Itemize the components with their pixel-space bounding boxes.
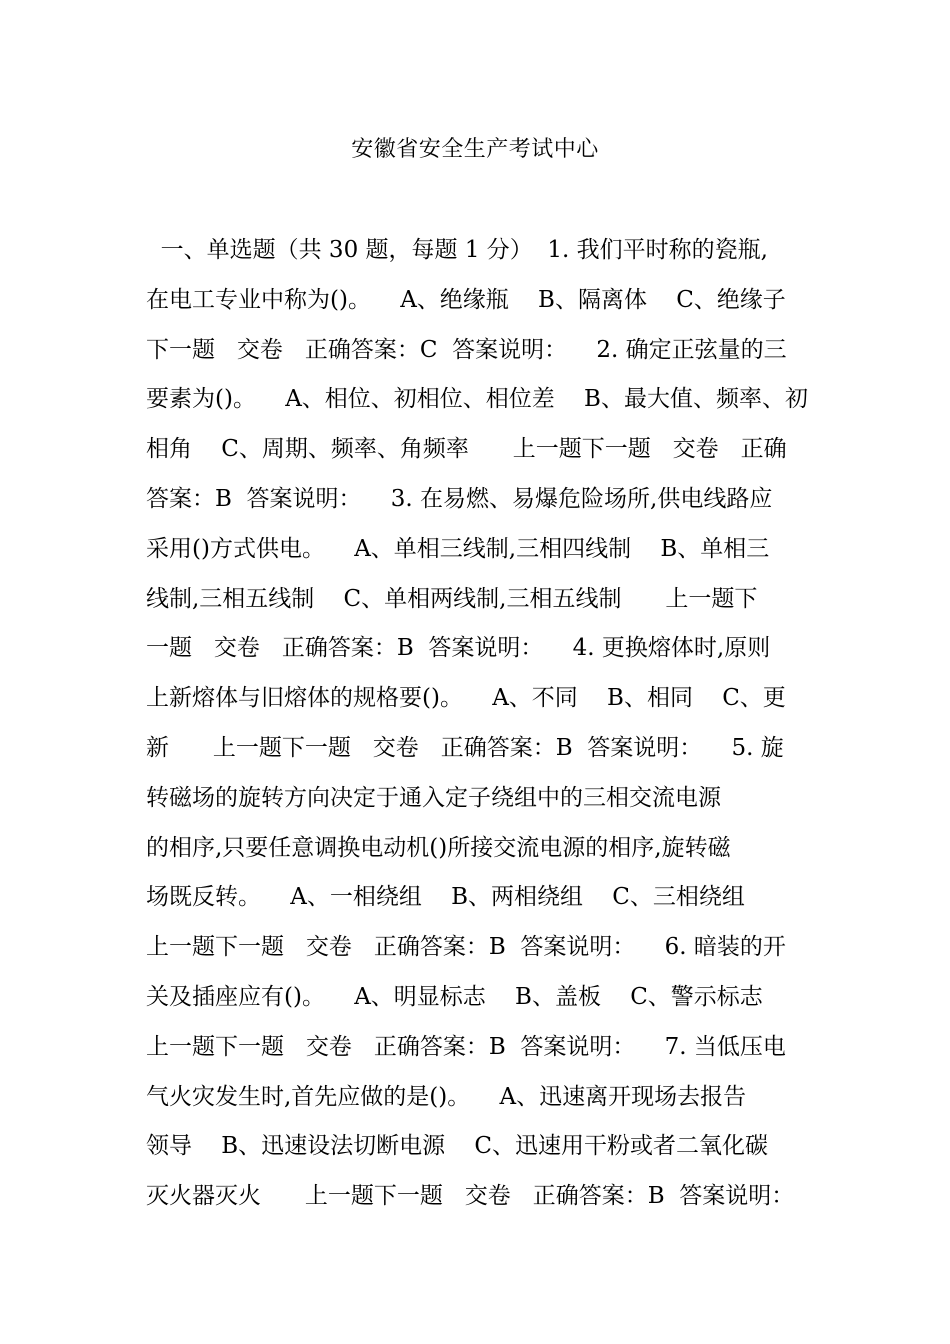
body-line: 答案：B 答案说明： 3. 在易燃、易爆危险场所,供电线路应 — [146, 485, 773, 512]
body-line: 采用()方式供电。 A、单相三线制,三相四线制 B、单相三 — [146, 535, 770, 562]
body-line: 一、单选题（共 30 题，每题 1 分） 1. 我们平时称的瓷瓶, — [146, 237, 768, 263]
body-line: 灭火器灭火 上一题下一题 交卷 正确答案：B 答案说明： — [146, 1183, 795, 1210]
document-title: 安徽省安全生产考试中心 — [351, 137, 599, 162]
body-line: 领导 B、迅速设法切断电源 C、迅速用干粉或者二氧化碳 — [146, 1133, 768, 1160]
body-line: 相角 C、周期、频率、角频率 上一题下一题 交卷 正确 — [146, 436, 787, 463]
body-line: 上一题下一题 交卷 正确答案：B 答案说明： 7. 当低压电 — [146, 1033, 786, 1060]
body-line: 上新熔体与旧熔体的规格要()。 A、不同 B、相同 C、更 — [146, 685, 786, 712]
body-line: 新 上一题下一题 交卷 正确答案：B 答案说明： 5. 旋 — [146, 734, 784, 761]
body-line: 的相序,只要任意调换电动机()所接交流电源的相序,旋转磁 — [146, 834, 731, 861]
body-line: 在电工专业中称为()。 A、绝缘瓶 B、隔离体 C、绝缘子 — [146, 286, 786, 313]
body-line: 场既反转。 A、一相绕组 B、两相绕组 C、三相绕组 — [146, 884, 745, 911]
body-line: 下一题 交卷 正确答案：C 答案说明： 2. 确定正弦量的三 — [146, 336, 787, 363]
body-line: 上一题下一题 交卷 正确答案：B 答案说明： 6. 暗装的开 — [146, 934, 786, 961]
body-line: 线制,三相五线制 C、单相两线制,三相五线制 上一题下 — [146, 585, 758, 612]
body-line: 关及插座应有()。 A、明显标志 B、盖板 C、警示标志 — [146, 983, 763, 1010]
body-line: 转磁场的旋转方向决定于通入定子绕组中的三相交流电源 — [146, 784, 721, 811]
body-line: 气火灾发生时,首先应做的是()。 A、迅速离开现场去报告 — [146, 1083, 747, 1110]
document-body — [146, 226, 811, 1222]
body-line: 要素为()。 A、相位、初相位、相位差 B、最大值、频率、初 — [146, 386, 808, 413]
body-line: 一题 交卷 正确答案：B 答案说明： 4. 更换熔体时,原则 — [146, 635, 771, 662]
